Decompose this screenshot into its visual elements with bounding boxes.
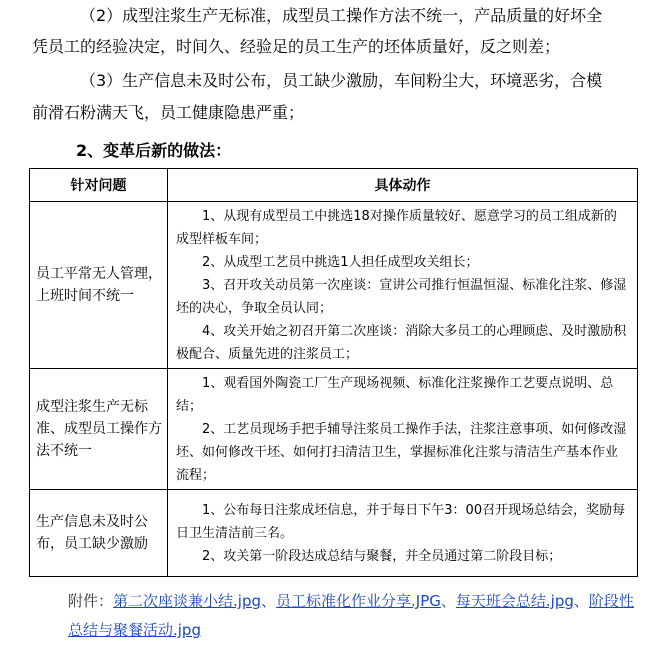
attachment-link[interactable]: 第二次座谈兼小结.jpg xyxy=(113,592,261,610)
paragraph-3-line-2: 前滑石粉满天飞，员工健康隐患严重； xyxy=(32,103,305,122)
header-issue: 针对问题 xyxy=(30,169,168,202)
attachments xyxy=(68,587,648,645)
section-heading: 2、变革后新的做法： xyxy=(76,141,232,160)
action-item: 2、攻关第一阶段达成总结与聚餐，并全员通过第二阶段目标； xyxy=(202,548,562,564)
action-item: 2、从成型工艺员中挑选1人担任成型攻关组长； xyxy=(202,254,479,270)
action-item: 1、公布每日注浆成坯信息，并于每日下午3：00召开现场总结会，奖励每日卫生清洁前三名。 xyxy=(176,502,626,541)
attachment-link[interactable]: 阶段性总结与聚餐活动.jpg xyxy=(68,592,634,639)
attachment-separator: 、 xyxy=(440,592,456,610)
action-item: 4、攻关开始之初召开第二次座谈：消除大多员工的心理顾虑、及时激励积极配合、质量先进的注浆员工； xyxy=(176,323,627,362)
action-item: 2、工艺员现场手把手辅导注浆员工操作手法，注浆注意事项、如何修改湿坯、如何修改干坯、如何打扫清洁卫生，掌握标准化注浆与清洁生产基本作业流程； xyxy=(176,421,627,483)
issue-cell: 生产信息未及时公布，员工缺少激励 xyxy=(30,490,168,577)
issue-cell: 员工平常无人管理，上班时间不统一 xyxy=(30,202,168,369)
issue-cell: 成型注浆生产无标准、成型员工操作方法不统一 xyxy=(30,369,168,490)
attachment-separator: 、 xyxy=(573,592,589,610)
action-item: 1、观看国外陶瓷工厂生产现场视频、标准化注浆操作工艺要点说明、总结； xyxy=(176,375,614,414)
header-actions: 具体动作 xyxy=(168,169,638,202)
table-row xyxy=(30,490,638,577)
paragraph-2-line-1: （2）成型注浆生产无标准，成型员工操作方法不统一，产品质量的好坏全 xyxy=(80,6,603,25)
table-row xyxy=(30,369,638,490)
action-item: 3、召开攻关动员第一次座谈：宣讲公司推行恒温恒湿、标准化注浆、修湿坯的决心，争取全员认同； xyxy=(176,277,627,316)
attachment-link[interactable]: 员工标准化作业分享.JPG xyxy=(276,592,441,610)
attachment-separator: 、 xyxy=(261,592,277,610)
measures-table xyxy=(29,168,638,577)
table-row xyxy=(30,202,638,369)
attachment-link[interactable]: 每天班会总结.jpg xyxy=(455,592,574,610)
attachments-label: 附件： xyxy=(68,592,114,610)
paragraph-3-line-1: （3）生产信息未及时公布，员工缺少激励，车间粉尘大，环境恶劣，合模 xyxy=(80,71,603,90)
paragraph-2-line-2: 凭员工的经验决定，时间久、经验足的员工生产的坯体质量好，反之则差； xyxy=(32,37,561,56)
action-item: 1、从现有成型员工中挑选18对操作质量较好、愿意学习的员工组成新的成型样板车间； xyxy=(176,208,617,247)
actions-cell xyxy=(168,369,638,490)
table-header-row xyxy=(30,169,638,202)
actions-cell xyxy=(168,490,638,577)
actions-cell xyxy=(168,202,638,369)
